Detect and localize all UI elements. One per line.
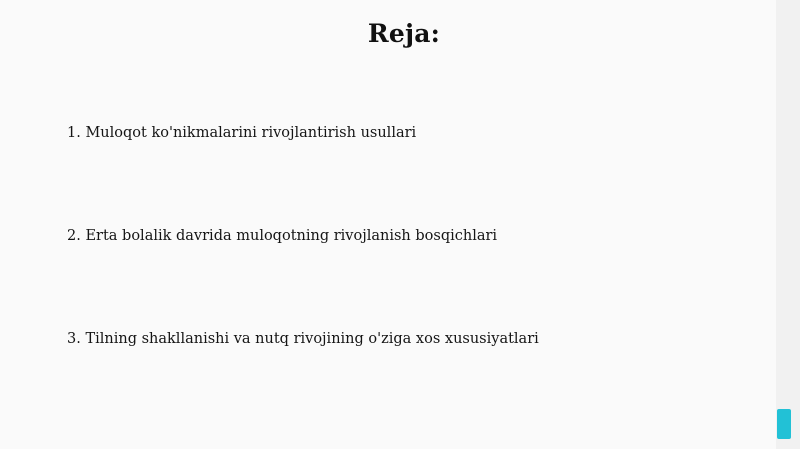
- scrollbar-track[interactable]: [776, 0, 800, 449]
- plan-item-3: 3. Tilning shakllanishi va nutq rivojining o'ziga xos xususiyatlari: [67, 331, 539, 347]
- plan-item-2: 2. Erta bolalik davrida muloqotning rivojlanish bosqichlari: [67, 228, 498, 244]
- scrollbar-thumb[interactable]: [777, 409, 791, 439]
- slide-title: Reja:: [367, 19, 441, 48]
- plan-item-1: 1. Muloqot ko'nikmalarini rivojlantirish usullari: [67, 125, 417, 141]
